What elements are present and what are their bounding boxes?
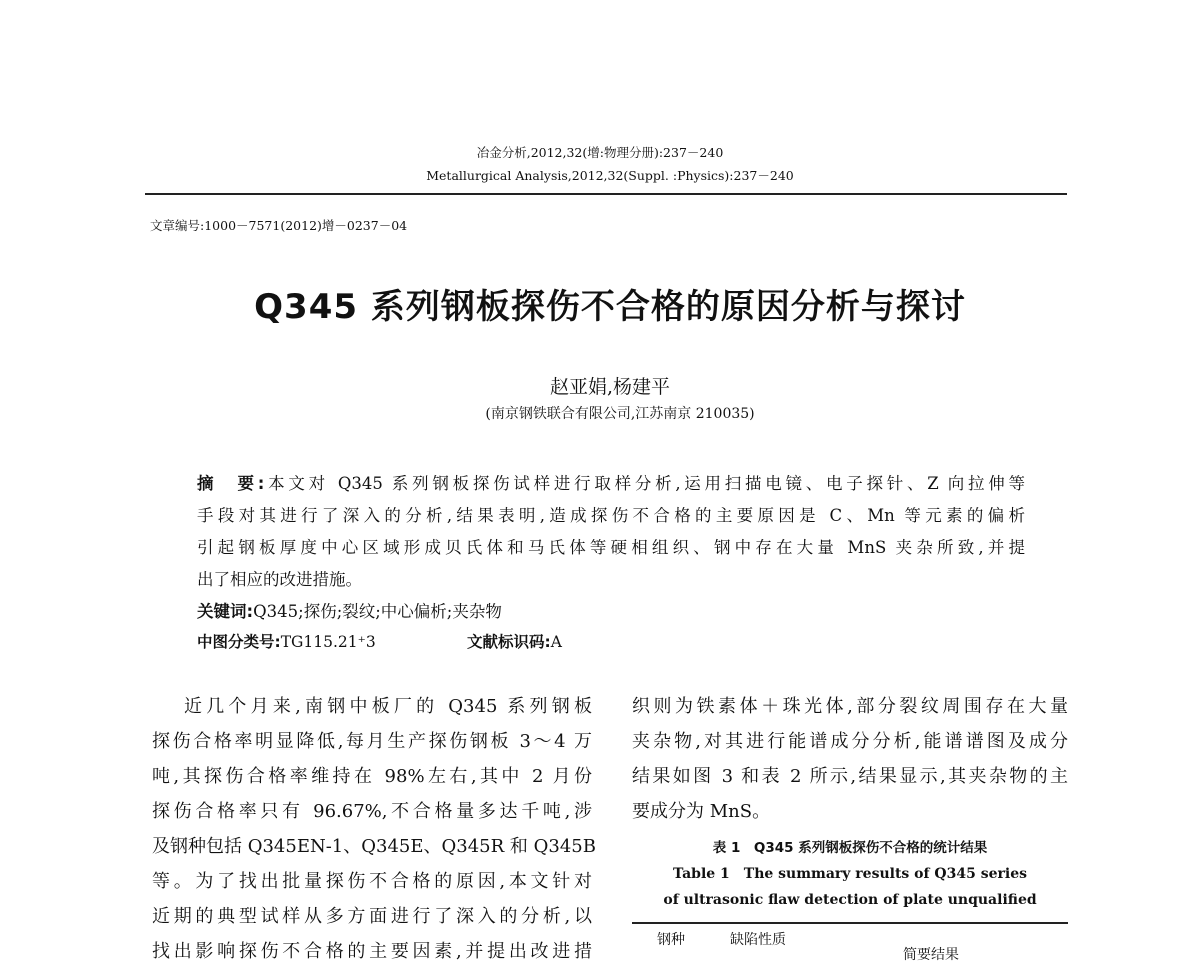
body-line: 织则为铁素体＋珠光体,部分裂纹周围存在大量 [632,696,1068,717]
body-line: 探伤合格率明显降低,每月生产探伤钢板 3～4 万 [152,731,592,752]
authors: 赵亚娟,杨建平 [549,376,671,398]
body-line: 探伤合格率只有 96.67%,不合格量多达千吨,涉 [152,801,592,822]
keywords: 关键词:Q345;探伤;裂纹;中心偏析;夹杂物 [197,602,502,621]
table-top-rule [632,922,1068,924]
body-line: 吨,其探伤合格率维持在 98%左右,其中 2 月份 [152,766,592,787]
page-title: Q345 系列钢板探伤不合格的原因分析与探讨 [254,287,966,327]
abstract-line: 引起钢板厚度中心区域形成贝氏体和马氏体等硬相组织、钢中存在大量 MnS 夹杂所致,并提 [197,538,1025,557]
abstract-line: 手段对其进行了深入的分析,结果表明,造成探伤不合格的主要原因是 C、Mn 等元素的偏析 [197,506,1025,525]
body-line: 夹杂物,对其进行能谱成分分析,能谱谱图及成分 [632,731,1068,752]
body-line: 结果如图 3 和表 2 所示,结果显示,其夹杂物的主 [632,766,1068,787]
affiliation: (南京钢铁联合有限公司,江苏南京 210035) [485,406,755,422]
abstract-line: 摘 要:本文对 Q345 系列钢板探伤试样进行取样分析,运用扫描电镜、电子探针、Z 向拉伸等 [197,474,1025,493]
header-rule [145,193,1067,195]
table-header-steel-grade: 钢种 [657,932,685,948]
table-header-defect-type: 缺陷性质 [730,932,786,948]
journal-header-en: Metallurgical Analysis,2012,32(Suppl. :Physics):237－240 [426,168,794,183]
abstract-label: 摘 要: [197,474,265,493]
classification: 中图分类号:TG115.21⁺3 [197,633,376,651]
body-line: 要成分为 MnS。 [632,801,771,822]
abstract-line: 出了相应的改进措施。 [197,570,362,589]
body-line: 找出影响探伤不合格的主要因素,并提出改进措 [152,941,592,962]
body-line: 及钢种包括 Q345EN-1、Q345E、Q345R 和 Q345B [152,836,596,857]
table-header-summary: 简要结果 [903,947,959,963]
body-line: 近期的典型试样从多方面进行了深入的分析,以 [152,906,592,927]
article-number: 文章编号:1000－7571(2012)增－0237－04 [150,218,408,233]
table-caption-cn: 表 1 Q345 系列钢板探伤不合格的统计结果 [712,840,988,856]
body-line: 近几个月来,南钢中板厂的 Q345 系列钢板 [184,696,592,717]
journal-header-cn: 冶金分析,2012,32(增:物理分册):237－240 [476,145,724,160]
table-caption-en: of ultrasonic flaw detection of plate unqualified [663,892,1037,908]
document-code: 文献标识码:A [467,633,562,651]
table-caption-en: Table 1 The summary results of Q345 series [673,866,1027,882]
body-line: 等。为了找出批量探伤不合格的原因,本文针对 [152,871,592,892]
